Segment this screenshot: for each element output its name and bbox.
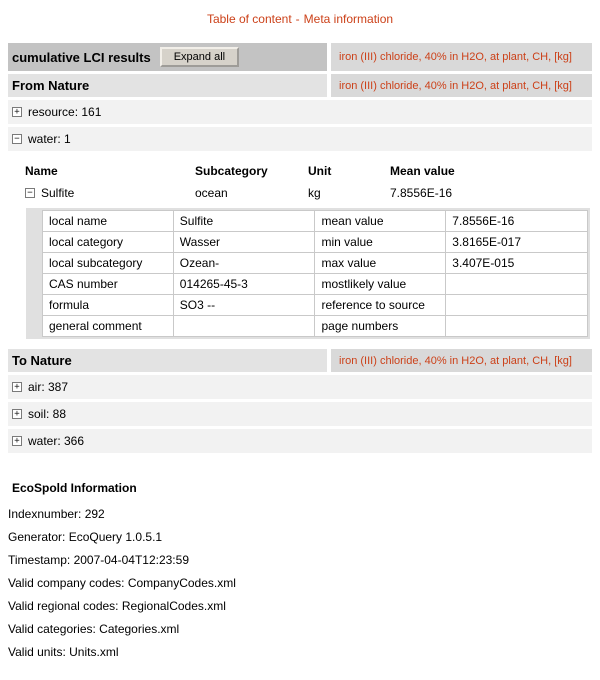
detail-label-cell: min value <box>315 232 446 253</box>
detail-value-cell: 7.8556E-16 <box>446 211 588 232</box>
ecospold-line-units: Valid units: Units.xml <box>8 645 119 659</box>
elements-table <box>25 160 592 206</box>
dataset-name-label: iron (III) chloride, 40% in H2O, at plant, CH, [kg] <box>331 349 592 372</box>
ecospold-line-regional-codes: Valid regional codes: RegionalCodes.xml <box>8 599 226 613</box>
plus-icon[interactable]: + <box>12 382 22 392</box>
results-header-row <box>8 43 592 71</box>
dataset-name-label: iron (III) chloride, 40% in H2O, at plant, CH, [kg] <box>331 74 592 97</box>
meta-information-link[interactable]: Meta information <box>303 12 394 26</box>
table-row <box>43 274 588 295</box>
detail-label-cell: mean value <box>315 211 446 232</box>
col-header-mean-value: Mean value <box>390 164 455 178</box>
detail-value-cell: Ozean- <box>173 253 315 274</box>
category-label: water: 1 <box>28 132 71 146</box>
detail-value-cell: Sulfite <box>173 211 315 232</box>
ecospold-heading: EcoSpold Information <box>12 481 137 495</box>
detail-value-cell <box>173 316 315 337</box>
results-header-cell <box>8 43 327 71</box>
detail-label-cell: local subcategory <box>43 253 174 274</box>
detail-label-cell: local name <box>43 211 174 232</box>
elements-table-header <box>25 160 592 184</box>
detail-table <box>42 210 588 337</box>
detail-value-cell: SO3 -- <box>173 295 315 316</box>
plus-icon[interactable]: + <box>12 436 22 446</box>
category-label: resource: 161 <box>28 105 102 119</box>
table-row <box>43 316 588 337</box>
minus-icon[interactable]: − <box>12 134 22 144</box>
from-nature-title: From Nature <box>8 74 327 97</box>
expand-all-button[interactable]: Expand all <box>160 47 239 67</box>
table-row <box>43 232 588 253</box>
category-row-resource[interactable] <box>8 100 592 124</box>
detail-label-cell: formula <box>43 295 174 316</box>
dataset-name-label: iron (III) chloride, 40% in H2O, at plant, CH, [kg] <box>331 43 592 71</box>
detail-value-cell: 3.8165E-017 <box>446 232 588 253</box>
ecospold-line-company-codes: Valid company codes: CompanyCodes.xml <box>8 576 236 590</box>
lci-results-panel <box>8 43 592 453</box>
detail-value-cell: Wasser <box>173 232 315 253</box>
plus-icon[interactable]: + <box>12 107 22 117</box>
top-nav <box>0 0 600 43</box>
element-name: Sulfite <box>41 186 75 200</box>
link-separator: - <box>295 12 300 26</box>
category-row-water-to-nature[interactable] <box>8 429 592 453</box>
detail-value-cell: 3.407E-015 <box>446 253 588 274</box>
col-header-unit: Unit <box>308 164 332 178</box>
table-row <box>43 253 588 274</box>
category-row-soil[interactable] <box>8 402 592 426</box>
category-label: water: 366 <box>28 434 85 448</box>
category-row-air[interactable] <box>8 375 592 399</box>
detail-label-cell: local category <box>43 232 174 253</box>
to-nature-title: To Nature <box>8 349 327 372</box>
element-row-sulfite[interactable] <box>25 184 592 206</box>
element-detail-panel <box>26 208 590 339</box>
ecospold-information-section <box>8 481 600 680</box>
detail-label-cell: mostlikely value <box>315 274 446 295</box>
table-of-content-link[interactable]: Table of content <box>206 12 292 26</box>
ecospold-line-generator: Generator: EcoQuery 1.0.5.1 <box>8 530 163 544</box>
ecospold-line-categories: Valid categories: Categories.xml <box>8 622 180 636</box>
detail-label-cell: general comment <box>43 316 174 337</box>
section-from-nature <box>8 74 592 97</box>
detail-value-cell <box>446 295 588 316</box>
detail-value-cell <box>446 274 588 295</box>
plus-icon[interactable]: + <box>12 409 22 419</box>
col-header-subcategory: Subcategory <box>195 164 268 178</box>
results-header-title: cumulative LCI results <box>12 49 151 65</box>
detail-value-cell <box>446 316 588 337</box>
detail-label-cell: page numbers <box>315 316 446 337</box>
category-row-water[interactable] <box>8 127 592 151</box>
table-row <box>43 295 588 316</box>
table-row <box>43 211 588 232</box>
detail-value-cell: 014265-45-3 <box>173 274 315 295</box>
element-unit: kg <box>308 186 321 200</box>
ecospold-line-timestamp: Timestamp: 2007-04-04T12:23:59 <box>8 553 189 567</box>
category-label: soil: 88 <box>28 407 67 421</box>
detail-label-cell: reference to source <box>315 295 446 316</box>
category-label: air: 387 <box>28 380 69 394</box>
detail-label-cell: max value <box>315 253 446 274</box>
ecospold-line-indexnumber: Indexnumber: 292 <box>8 507 105 521</box>
section-to-nature <box>8 349 592 372</box>
minus-icon[interactable]: − <box>25 188 35 198</box>
detail-label-cell: CAS number <box>43 274 174 295</box>
element-mean-value: 7.8556E-16 <box>390 186 453 200</box>
element-subcategory: ocean <box>195 186 228 200</box>
col-header-name: Name <box>25 164 58 178</box>
